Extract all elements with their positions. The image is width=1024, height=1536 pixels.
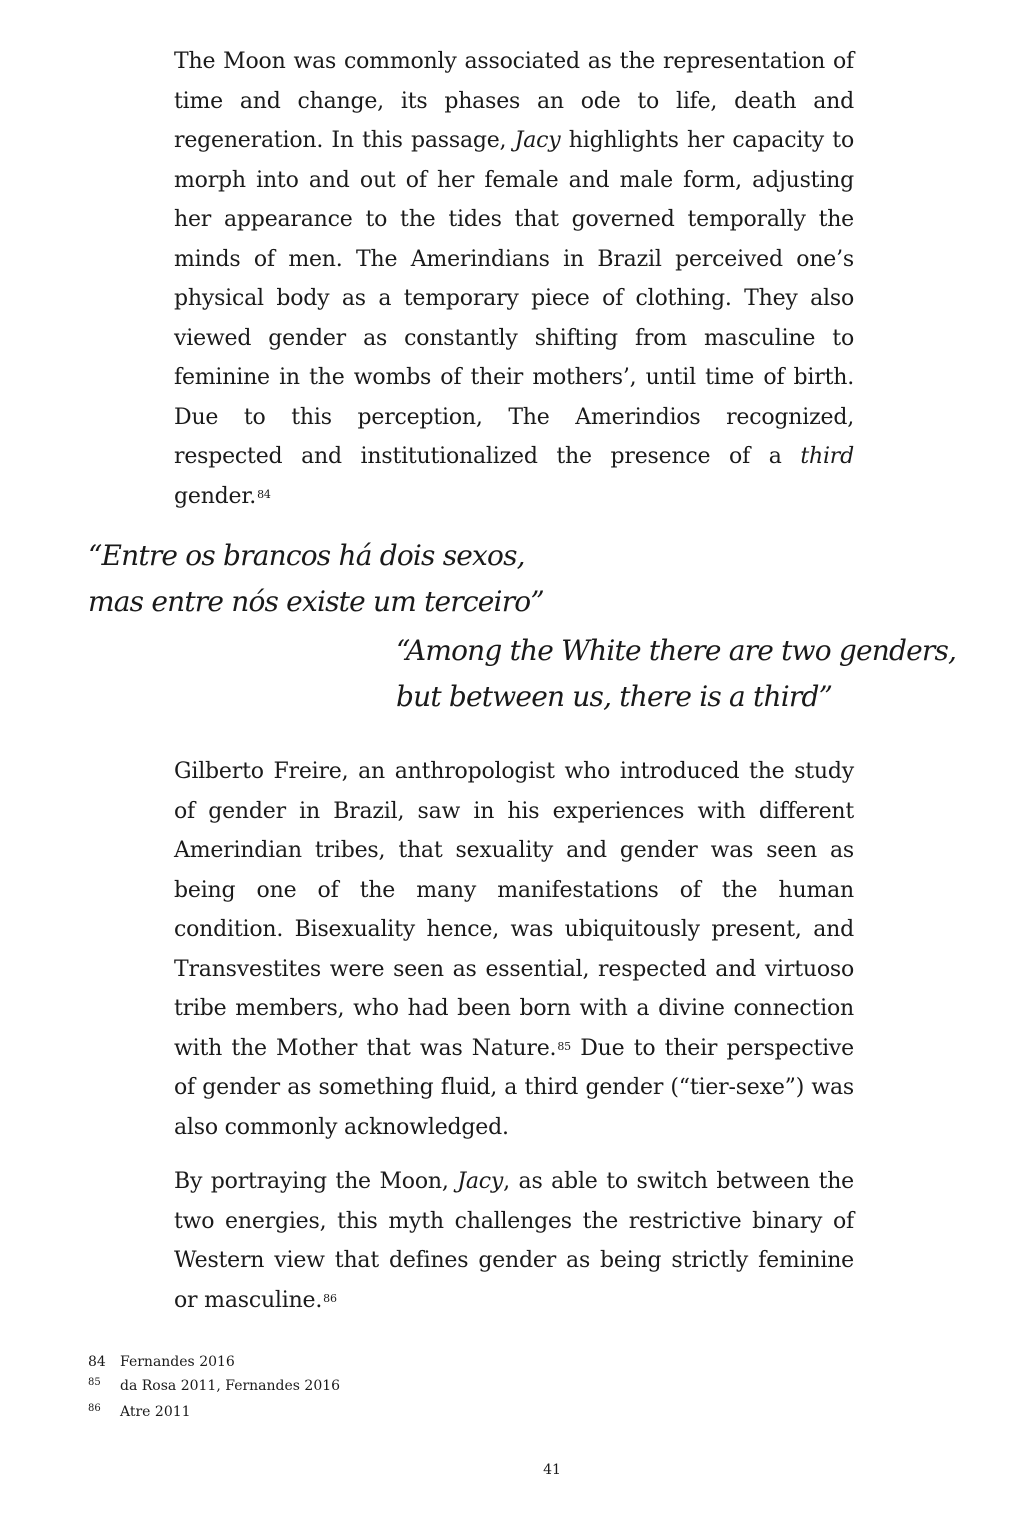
footnote-number: 84: [88, 1354, 106, 1370]
body-paragraph-binary: [174, 1162, 854, 1320]
footnotes: [88, 1350, 340, 1426]
quote-english: [396, 628, 956, 720]
paragraph-text: , as able to switch between the two energies, this myth challenges the restrictive binary of Western view that defines gender as being strictly feminine or masculine.: [174, 1169, 854, 1313]
quote-english-line-1: “Among the White there are two genders,: [396, 634, 957, 667]
paragraph-text: gender.: [174, 483, 257, 509]
paragraph-text: Gilberto Freire, an anthropologist who introduced the study of gender in Brazil, saw in his experiences with different Amerindian tribes, that sexuality and gender was seen as being one of the many manifestations of the human condition. Bisexuality hence, was ubiquitously present, and Transvestites were seen as essential, respected and virtuoso tribe members, who had been born with a divine connection with the Mother that was Nature.: [174, 759, 854, 1061]
paragraph-text: By portraying the Moon,: [174, 1169, 458, 1194]
italic-term-jacy: Jacy: [514, 128, 561, 153]
quote-portuguese-line-2: mas entre nós existe um terceiro”: [88, 585, 544, 618]
footnote-item: [88, 1400, 340, 1426]
footnote-ref-86: 86: [323, 1291, 337, 1305]
footnote-item: [88, 1350, 340, 1374]
quote-portuguese-line-1: “Entre os brancos há dois sexos,: [88, 539, 525, 572]
footnote-ref-85: 85: [557, 1039, 571, 1053]
body-paragraph-freire: [174, 752, 854, 1147]
footnote-text: Fernandes 2016: [120, 1354, 235, 1370]
paragraph-text: The Moon was commonly associated as the representation of time and change, its phases an ode to life, death and regeneration. In this passage,: [174, 49, 854, 153]
footnote-text: da Rosa 2011, Fernandes 2016: [120, 1378, 341, 1394]
paragraph-text: highlights her capacity to morph into and out of her female and male form, adjusting her appearance to the tides that governed temporally the minds of men. The Amerindians in Brazil perceived one’s physical body as a temporary piece of clothing. They also viewed gender as constantly shifting from masculine to feminine in the wombs of their mothers’, until time of birth. Due to this perception, The Amerindios recognized, respected and institutionalized the presence of a: [174, 128, 854, 469]
footnote-item: [88, 1374, 340, 1400]
footnote-number: 86: [88, 1403, 101, 1414]
footnote-number: 85: [88, 1377, 101, 1388]
footnote-ref-84: 84: [257, 487, 271, 501]
footnote-text: Atre 2011: [120, 1404, 191, 1420]
quote-english-line-2: but between us, there is a third”: [396, 680, 833, 713]
italic-term-third: third: [800, 444, 854, 469]
quote-portuguese: [88, 533, 544, 625]
paragraph-text: Due to their perspective of gender as something fluid, a third gender (“tier-sexe”) was also commonly acknowledged.: [174, 1035, 854, 1140]
italic-term-jacy: Jacy: [457, 1169, 504, 1194]
body-paragraph-moon: [174, 42, 854, 516]
page-number: 41: [543, 1462, 561, 1478]
